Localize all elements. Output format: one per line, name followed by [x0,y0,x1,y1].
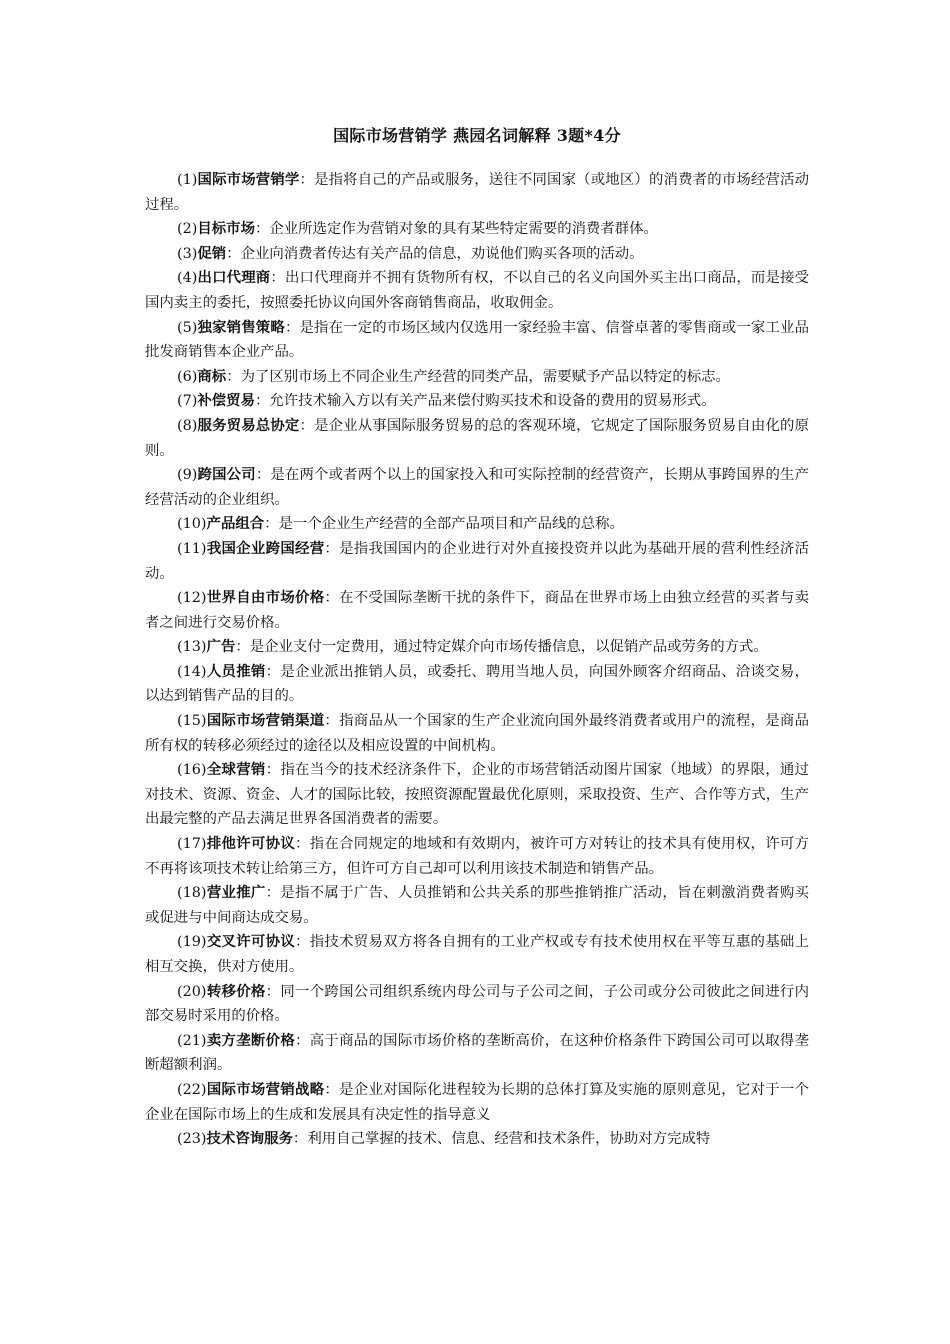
entry-separator: ： [265,762,281,779]
entry-number: (12) [177,590,207,607]
entry-number: (14) [177,663,207,680]
entry-term: 跨国公司 [197,466,256,484]
entry-term: 卖方垄断价格 [206,1031,296,1049]
glossary-entry [145,316,809,365]
entry-separator: ： [295,836,310,853]
glossary-entry [145,242,809,267]
entry-separator: ： [264,516,279,533]
entry-definition: 是指在一定的市场区域内仅选用一家经验丰富、信誉卓著的零售商或一家工业品批发商销售本企业产品。 [145,319,809,361]
glossary-entry [145,463,809,512]
entry-definition: 指在当今的技术经济条件下，企业的市场营销活动图片国家（地域）的界限，通过对技术、资源、资金、人才的国际比较，按照资源配置最优化原则，采取投资、生产、合作等方式，生产出最完整的产品去满足世界各国消费者的需要。 [145,762,809,828]
glossary-entry [145,389,809,414]
entry-separator: ： [265,663,281,680]
entry-separator: ： [255,467,271,484]
entry-separator: ： [270,270,285,287]
entry-number: (9) [177,467,198,484]
entry-separator: ： [299,172,315,188]
entry-term: 排他许可协议 [206,835,296,853]
entry-term: 补偿贸易 [197,392,255,410]
entry-definition: 指技术贸易双方将各自拥有的工业产权或专有技术使用权在平等互惠的基础上相互交换，供对方使用。 [145,934,809,975]
entry-term: 广告 [206,638,236,656]
entry-term: 全球营销 [206,761,266,779]
entry-definition: 在不受国际垄断干扰的条件下，商品在世界市场上由独立经营的买者与卖者之间进行交易价格。 [145,590,809,631]
entry-term: 目标市场 [197,220,255,238]
entry-term: 国际市场营销战略 [206,1080,325,1098]
entry-number: (22) [177,1081,207,1098]
entry-separator: ： [324,1081,340,1098]
entry-term: 促销 [197,244,227,262]
entry-term: 商标 [197,367,227,385]
entry-separator: ： [324,713,340,730]
document-page [145,124,809,1152]
entry-separator: ： [265,885,281,902]
entry-definition: 是企业派出推销人员，或委托、聘用当地人员，向国外顾客介绍商品、洽谈交易，以达到销售产品的目的。 [145,663,809,705]
entry-separator: ： [295,1032,310,1049]
entry-definition: 企业向消费者传达有关产品的信息，劝说他们购买各项的活动。 [240,245,644,262]
entry-separator: ： [299,417,315,434]
entry-definition: 是企业从事国际服务贸易的总的客观环境，它规定了国际服务贸易自由化的原则。 [145,417,809,459]
glossary-entry [145,1029,809,1078]
entry-separator: ： [295,934,310,951]
entry-definition: 同一个跨国公司组织系统内母公司与子公司之间，子公司或分公司彼此之间进行内部交易时采用的价格。 [145,983,809,1025]
entry-term: 人员推销 [206,662,266,680]
entry-term: 交叉许可协议 [206,933,296,951]
entry-number: (16) [177,762,207,779]
glossary-entry [145,512,809,537]
glossary-entry [145,537,809,586]
entry-separator: ： [226,368,241,385]
entry-definition: 是指不属于广告、人员推销和公共关系的那些推销推广活动，旨在刺激消费者购买或促进与中间商达成交易。 [145,885,809,926]
entry-term: 世界自由市场价格 [206,589,325,607]
document-title: 国际市场营销学 燕园名词解释 3题*4分 [333,126,621,145]
entry-number: (8) [177,417,198,434]
entry-definition: 是在两个或者两个以上的国家投入和可实际控制的经营资产，长期从事跨国界的生产经营活动的企业组织。 [145,467,809,508]
entry-definition: 出口代理商并不拥有货物所有权，不以自己的名义向国外买主出口商品，而是接受国内卖主的委托，按照委托协议向国外客商销售商品，收取佣金。 [145,270,809,311]
glossary-entry [145,1127,809,1152]
entry-definition: 为了区别市场上不同企业生产经营的同类产品，需要赋予产品以特定的标志。 [240,368,730,385]
entry-definition: 指在合同规定的地域和有效期内，被许可方对转让的技术具有使用权，许可方不再将该项技术转让给第三方，但许可方自己却可以利用该技术制造和销售产品。 [145,836,809,877]
entry-number: (6) [177,368,198,385]
entry-term: 国际市场营销学 [197,171,300,188]
glossary-entry [145,660,809,709]
glossary-entry [145,217,809,242]
entry-separator: ： [292,1131,308,1148]
entry-separator: ： [324,590,340,607]
glossary-entry [145,414,809,463]
entry-number: (1) [177,172,198,188]
entry-number: (15) [177,713,207,730]
entry-separator: ： [265,983,281,1000]
entry-term: 出口代理商 [197,269,271,287]
entry-definition: 高于商品的国际市场价格的垄断高价，在这种价格条件下跨国公司可以取得垄断超额利润。 [145,1032,809,1074]
entry-number: (7) [177,393,198,410]
entry-definition: 是指将自己的产品或服务，送往不同国家（或地区）的消费者的市场经营活动过程。 [145,172,809,213]
entry-separator: ： [324,540,340,557]
glossary-list [145,168,809,1152]
entry-definition: 是指我国国内的企业进行对外直接投资并以此为基础开展的营利性经济活动。 [145,540,809,582]
entry-definition: 允许技术输入方以有关产品来偿付购买技术和设备的费用的贸易形式。 [269,393,716,410]
entry-number: (19) [177,934,207,951]
glossary-entry [145,586,809,635]
entry-term: 国际市场营销渠道 [206,712,325,730]
entry-separator: ： [235,639,250,656]
entry-term: 我国企业跨国经营 [206,539,325,557]
entry-separator: ： [284,319,300,336]
entry-number: (17) [177,836,207,853]
glossary-entry [145,1078,809,1127]
entry-definition: 企业所选定作为营销对象的具有某些特定需要的消费者群体。 [269,221,658,238]
glossary-entry [145,758,809,832]
entry-number: (20) [177,983,207,1000]
entry-number: (3) [177,245,198,262]
glossary-entry [145,635,809,660]
glossary-entry [145,266,809,315]
glossary-entry [145,709,809,758]
entry-number: (21) [177,1032,207,1049]
entry-number: (2) [177,221,198,238]
entry-number: (11) [177,540,207,557]
entry-definition: 是一个企业生产经营的全部产品项目和产品线的总称。 [278,516,624,533]
entry-definition: 利用自己掌握的技术、信息、经营和技术条件，协助对方完成特 [307,1131,711,1148]
entry-definition: 指商品从一个国家的生产企业流向国外最终消费者或用户的流程，是商品所有权的转移必须经过的途径以及相应设置的中间机构。 [145,713,809,754]
entry-number: (10) [177,516,207,533]
glossary-entry [145,832,809,881]
entry-number: (4) [177,270,198,287]
entry-term: 技术咨询服务 [206,1130,293,1148]
entry-term: 独家销售策略 [197,318,285,336]
glossary-entry [145,980,809,1029]
entry-number: (18) [177,885,207,902]
glossary-entry [145,168,809,217]
entry-separator: ： [254,393,270,410]
entry-number: (5) [177,319,198,336]
entry-number: (13) [177,639,207,656]
entry-term: 产品组合 [206,515,265,533]
entry-definition: 是企业支付一定费用，通过特定媒介向市场传播信息，以促销产品或劳务的方式。 [249,639,768,656]
entry-number: (23) [177,1131,207,1148]
entry-term: 服务贸易总协定 [197,416,300,434]
entry-term: 营业推广 [206,884,266,902]
entry-definition: 是企业对国际化进程较为长期的总体打算及实施的原则意见，它对于一个企业在国际市场上的生成和发展具有决定性的指导意义 [145,1081,809,1123]
entry-term: 转移价格 [206,982,266,1000]
entry-separator: ： [254,221,270,238]
glossary-entry [145,881,809,930]
entry-separator: ： [226,245,241,262]
glossary-entry [145,365,809,390]
glossary-entry [145,930,809,979]
